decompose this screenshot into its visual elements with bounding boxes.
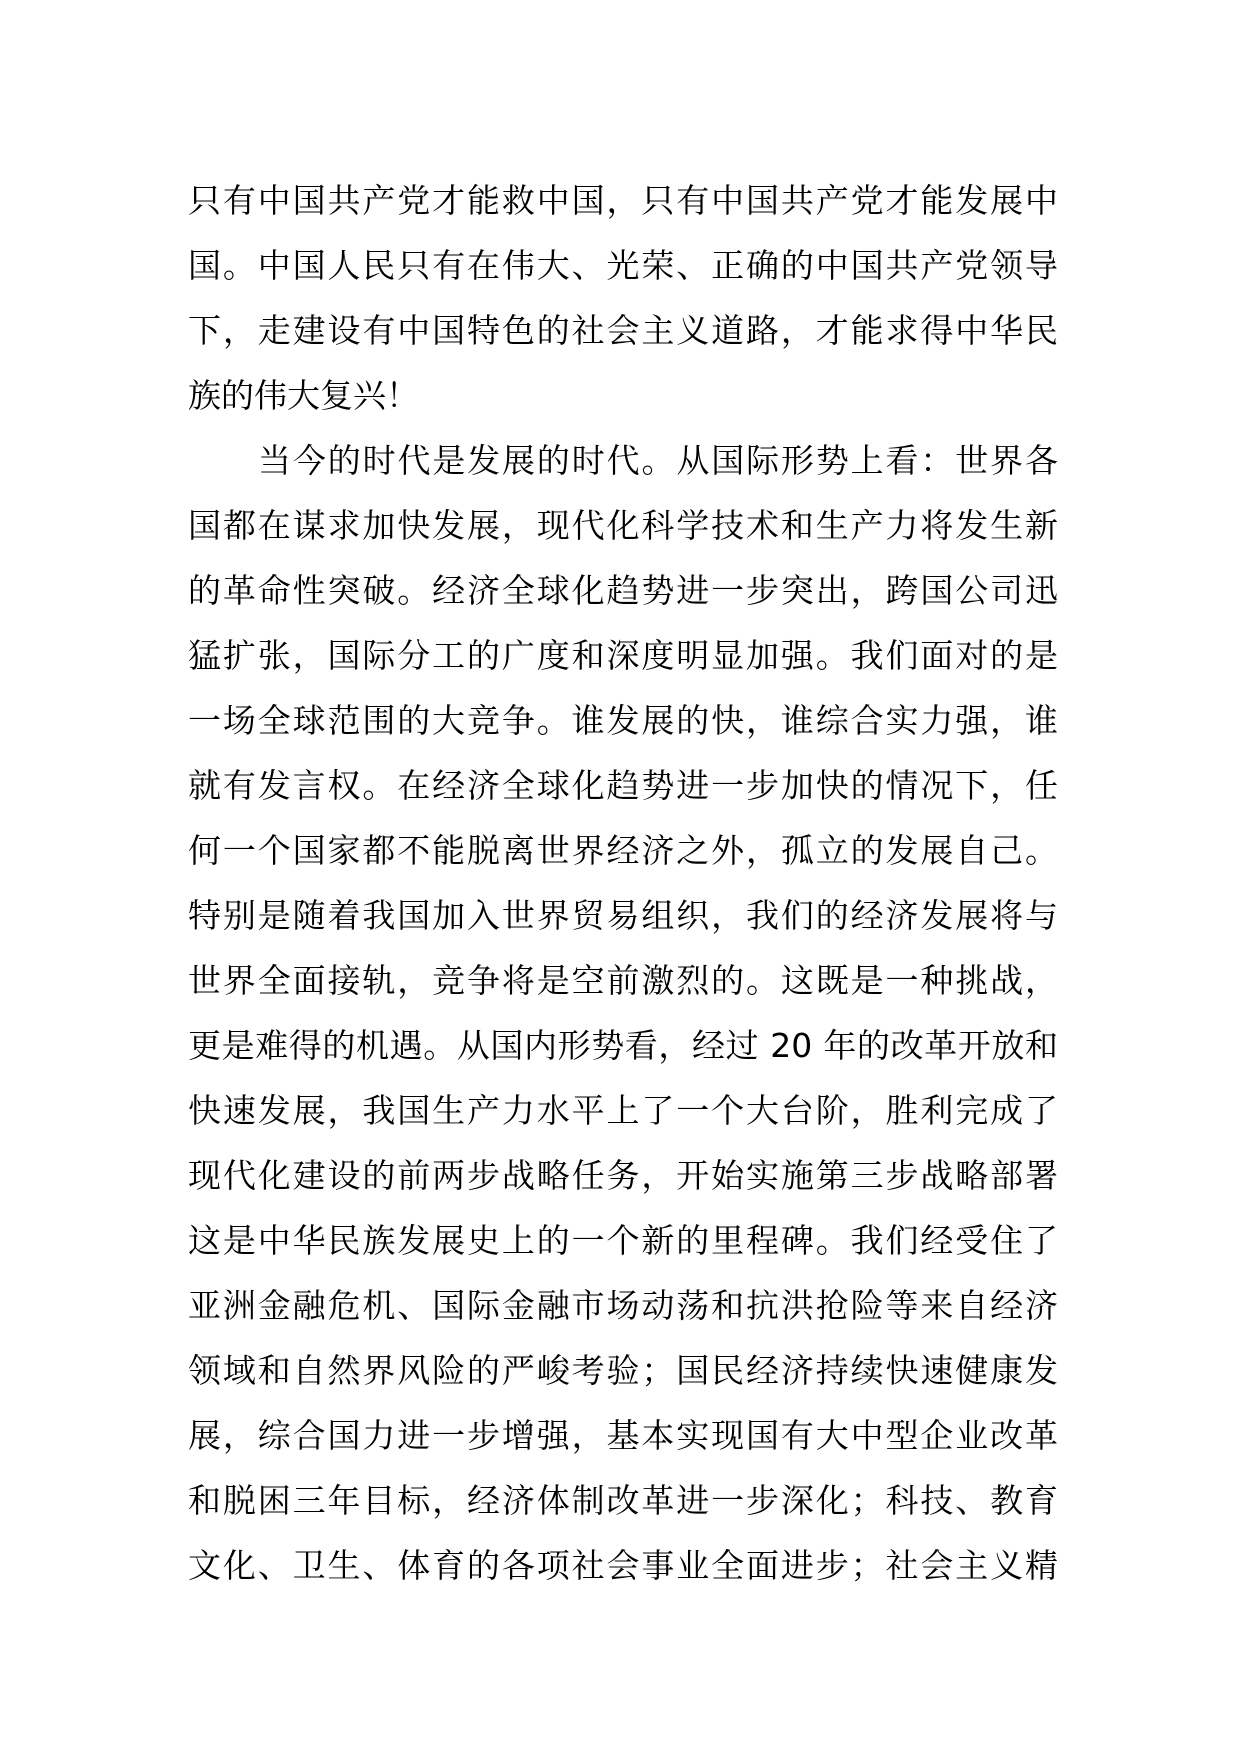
text-line: 和脱困三年目标，经济体制改革进一步深化；科技、教育 [188,1481,1058,1520]
text-line: 领域和自然界风险的严峻考验；国民经济持续快速健康发 [188,1351,1058,1390]
text-line: 下，走建设有中国特色的社会主义道路，才能求得中华民 [188,311,1058,350]
text-line: 世界全面接轨，竞争将是空前激烈的。这既是一种挑战， [188,961,1058,1000]
body-text [188,168,1058,1598]
text-line: 快速发展，我国生产力水平上了一个大台阶，胜利完成了 [188,1091,1058,1130]
text-line: 国都在谋求加快发展，现代化科学技术和生产力将发生新 [188,506,1058,545]
text-line: 特别是随着我国加入世界贸易组织，我们的经济发展将与 [188,896,1058,935]
text-line: 国。中国人民只有在伟大、光荣、正确的中国共产党领导 [188,246,1058,285]
text-line: 就有发言权。在经济全球化趋势进一步加快的情况下，任 [188,766,1058,805]
text-line: 的革命性突破。经济全球化趋势进一步突出，跨国公司迅 [188,571,1058,610]
text-line: 何一个国家都不能脱离世界经济之外，孤立的发展自己。 [188,831,1058,870]
text-line: 亚洲金融危机、国际金融市场动荡和抗洪抢险等来自经济 [188,1286,1058,1325]
text-line: 这是中华民族发展史上的一个新的里程碑。我们经受住了 [188,1221,1058,1260]
text-line: 族的伟大复兴！ [188,376,419,415]
text-line: 现代化建设的前两步战略任务，开始实施第三步战略部署 [188,1156,1058,1195]
text-line: 展，综合国力进一步增强，基本实现国有大中型企业改革 [188,1416,1058,1455]
text-line: 文化、卫生、体育的各项社会事业全面进步；社会主义精 [188,1546,1058,1585]
text-line: 只有中国共产党才能救中国，只有中国共产党才能发展中 [188,181,1058,220]
text-line: 猛扩张，国际分工的广度和深度明显加强。我们面对的是 [188,636,1058,675]
text-line: 一场全球范围的大竞争。谁发展的快，谁综合实力强，谁 [188,701,1058,740]
text-line: 更是难得的机遇。从国内形势看，经过 20 年的改革开放和 [188,1026,1058,1065]
paragraph-first-line: 当今的时代是发展的时代。从国际形势上看：世界各 [258,441,1058,480]
